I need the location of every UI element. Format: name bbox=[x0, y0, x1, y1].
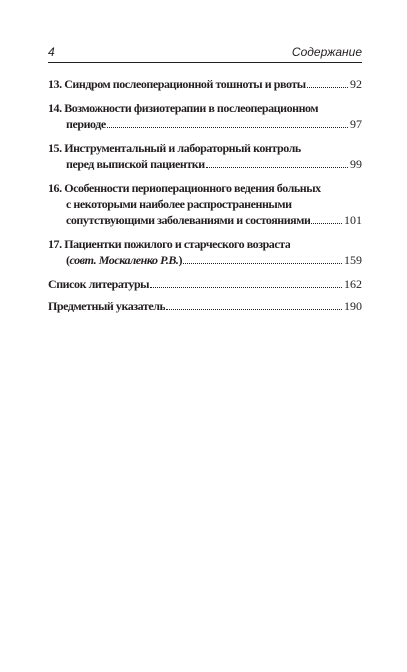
toc-entry-title-continued: сопутствующими заболеваниями и состояниями bbox=[66, 213, 311, 227]
toc-entry-references[interactable] bbox=[48, 276, 362, 292]
toc-entry-17[interactable] bbox=[48, 236, 362, 268]
table-of-contents bbox=[48, 76, 362, 320]
toc-entry-index[interactable] bbox=[48, 298, 362, 314]
toc-entry-title: 16. Особенности периоперационного ведения больных bbox=[48, 181, 321, 195]
dot-leader bbox=[166, 309, 342, 310]
running-header bbox=[48, 44, 362, 60]
author-open-paren: ( bbox=[66, 253, 70, 267]
toc-entry-title: Предметный указатель bbox=[48, 299, 166, 313]
running-title: Содержание bbox=[291, 45, 362, 59]
toc-entry-14[interactable] bbox=[48, 100, 362, 132]
toc-entry-title: 17. Пациентки пожилого и старческого возраста bbox=[48, 237, 291, 251]
toc-entry-title-continued: перед выпиской пациентки bbox=[66, 157, 205, 171]
toc-entry-title: 15. Инструментальный и лабораторный контроль bbox=[48, 141, 301, 155]
dot-leader bbox=[150, 287, 342, 288]
toc-page-number: 162 bbox=[344, 277, 362, 291]
toc-entry-title-continued: с некоторыми наиболее распространенными bbox=[66, 197, 292, 211]
toc-entry-16[interactable] bbox=[48, 180, 362, 228]
dot-leader bbox=[183, 263, 342, 264]
toc-page-number: 190 bbox=[344, 299, 362, 313]
toc-entry-author bbox=[66, 252, 182, 268]
dot-leader bbox=[107, 127, 348, 128]
author-close-paren: ) bbox=[178, 253, 183, 267]
toc-page-number: 101 bbox=[344, 213, 362, 227]
toc-entry-title: 13. Синдром послеоперационной тошноты и рвоты bbox=[48, 77, 306, 91]
page-number: 4 bbox=[48, 45, 55, 59]
toc-entry-title-continued: периоде bbox=[66, 117, 106, 131]
toc-entry-title: Список литературы bbox=[48, 277, 150, 291]
toc-page-number: 97 bbox=[350, 117, 362, 131]
author-name: совт. Москаленко Р.В. bbox=[69, 253, 179, 267]
dot-leader bbox=[307, 87, 348, 88]
header-rule bbox=[48, 62, 362, 63]
toc-page-number: 92 bbox=[350, 77, 362, 91]
dot-leader bbox=[206, 167, 348, 168]
dot-leader bbox=[311, 223, 342, 224]
toc-entry-15[interactable] bbox=[48, 140, 362, 172]
toc-page-number: 99 bbox=[350, 157, 362, 171]
toc-page-number: 159 bbox=[344, 253, 362, 267]
toc-entry-13[interactable] bbox=[48, 76, 362, 92]
toc-entry-title: 14. Возможности физиотерапии в послеоперационном bbox=[48, 101, 319, 115]
